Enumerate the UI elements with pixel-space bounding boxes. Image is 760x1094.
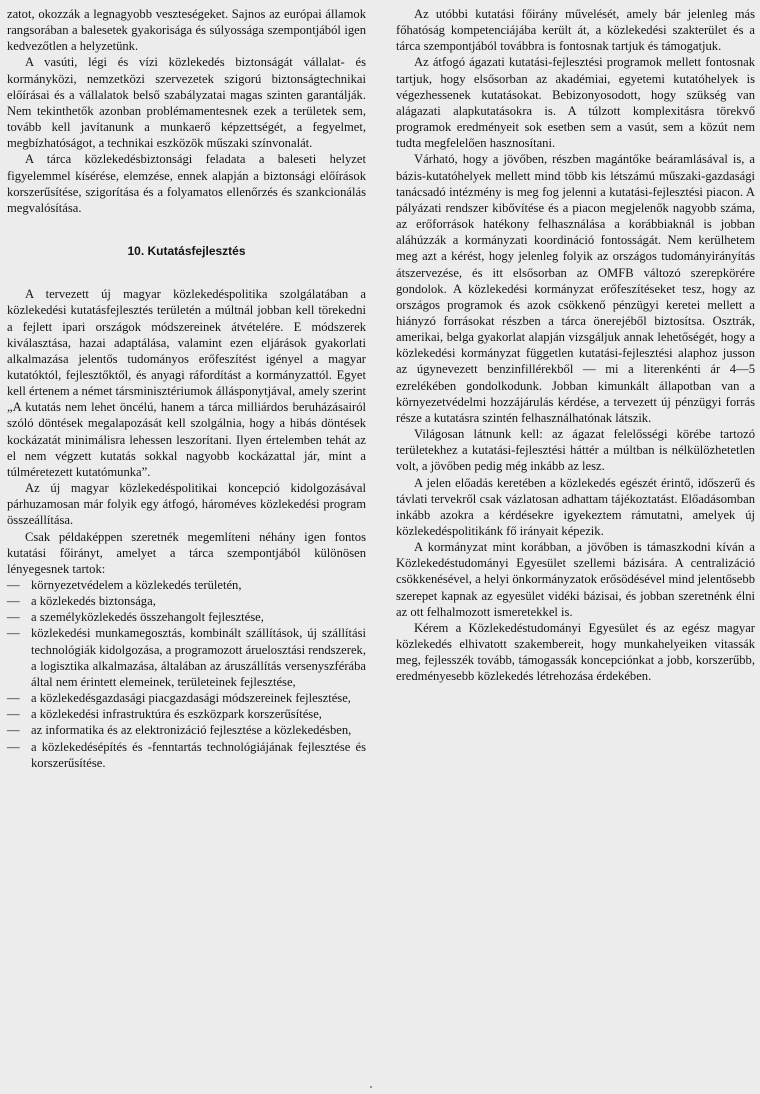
paragraph: A tárca közlekedésbiztonsági feladata a baleseti helyzet figyelemmel kísérése, elemzése, ennek alapján a biztonsági előírások korszerűsítése, szigorítása és a folyamatos ellenőrzés és szankcionálás megvalósítása.	[7, 152, 366, 215]
paragraph: Kérem a Közlekedéstudományi Egyesület és az egész magyar közlekedés elhivatott szakembereit, hogy munkahelyeiken vitassák meg, fejlesszék tovább, támogassák koncepciónkat a jobb, korszerűbb, eredményesebb közlekedés létrehozása érdekében.	[396, 620, 755, 684]
paragraph: Az átfogó ágazati kutatási-fejlesztési programok mellett fontosnak tartjuk, hogy elsősorban az akadémiai, egyetemi kutatóhelyek is végezhessenek kutatásokat. Bebizonyosodott, hogy szükség van alágazati alapkutatásokra is. A túlzott komplexitásra törekvő programok eredményeit sok esetben sem a vasút, sem a közút nem tudta megfelelően hasznosítani.	[396, 55, 755, 151]
dash-marker: —	[7, 594, 20, 609]
list-item	[7, 593, 366, 609]
left-column	[7, 6, 366, 771]
paragraph: Várható, hogy a jövőben, részben magántőke beáramlásával is, a bázis-kutatóhelyek mellett mind több kis létszámú műszaki-gazdasági tanácsadó intézmény is meg fog jelenni a kutatási-fejlesztési piacon. A pályázati rendszer kibővítése és a piacon megjelenők nagyobb száma, az erőforrások hatékony felhasználása a korábbiaknál is jobban aláhúzzák a kormányzati koordináció fontosságát. Nem kerülhetem meg azt a kérést, hogy jelenleg folyik az országos tudományirányítás átszervezése, és itt elsősorban az OMFB változó szerepkörére gondolok. A közlekedési kormányzat erőfeszítéseket tesz, hogy az országos programok és azok csökkenő pénzügyi keretei mellett a hiányzó forrásokat részben a tárca önerejéből biztosítsa. Osztrák, amerikai, belga gyakorlat alapján vizsgáljuk annak lehetőségét, hogy a közlekedési kormányzat független kutatási-fejlesztési alaphoz jusson az úgynevezett benzinfillérekből — mi a literenkénti ár 4—5 ezrelékében gondolkodunk. Jobban kimunkált állapotban van a környezetvédelmi hozzájárulás kérdése, a tervezett új pénzügyi forrás része a kutatásra szintén felhasználhatónak látszik.	[396, 152, 755, 425]
dash-marker: —	[7, 723, 20, 738]
list-item-text: a közlekedés biztonsága,	[31, 594, 156, 609]
paragraph: A kormányzat mint korábban, a jövőben is támaszkodni kíván a Közlekedéstudományi Egyesület szellemi bázisára. A centralizáció csökkenésével, a helyi önkormányzatok erősödésével mind jelentősebb szerepet kapnak az egyesület vidéki bázisai, és jobban szeretnénk élni az ott felhalmozott ismeretekkel is.	[396, 540, 755, 619]
list-item	[7, 706, 366, 722]
list-item-text: a közlekedési infrastruktúra és eszközpark korszerűsítése,	[31, 707, 322, 722]
scan-speck	[370, 1086, 372, 1088]
dash-marker: —	[7, 707, 20, 722]
paragraph: Csak példaképpen szeretnék megemlíteni néhány igen fontos kutatási főirányt, amelyet a tárca szempontjából különösen lényegesnek tartok:	[7, 529, 366, 576]
paragraph: zatot, okozzák a legnagyobb veszteségeket. Sajnos az európai államok rangsorában a balesetek gyakorisága és súlyossága szempontjából igen kedvezőtlen a helyzetünk.	[7, 7, 366, 54]
list-item	[7, 722, 366, 738]
dash-marker: —	[7, 739, 20, 754]
paragraph: A vasúti, légi és vízi közlekedés biztonságát vállalat- és kormányközi, nemzetközi szervezetek szigorú biztonságtechnikai előírásai és a vállalatok belső szabályzatai magas szinten garantálják. Nem tekinthetők azonban problémamentesnek ezek a területek sem, tovább kell javítanunk a munkaerő képzettségét, a fegyelmet, megbízhatóságot, a technikai eszközök műszaki színvonalát.	[7, 55, 366, 151]
list-item-text: közlekedési munkamegosztás, kombinált szállítások, új szállítási technológiák kidolgozása, a programozott áruelosztási rendszerek, a logisztika alkalmazása, általában az áruszállítás versenyszférába által nem érintett elemeinek, területeinek fejlesztése,	[31, 626, 366, 689]
list-item-text: a közlekedésgazdasági piacgazdasági módszereinek fejlesztése,	[31, 691, 351, 706]
dash-marker: —	[7, 610, 20, 625]
list-item	[7, 739, 366, 771]
list-item	[7, 625, 366, 690]
paragraph: Az utóbbi kutatási főirány művelését, amely bár jelenleg más főhatóság kompetenciájába került át, a közlekedési szakterület és a tárca szempontjából továbbra is fontosnak tartjuk és támogatjuk.	[396, 7, 755, 54]
list-item-text: az informatika és az elektronizáció fejlesztése a közlekedésben,	[31, 723, 352, 738]
right-column	[396, 6, 755, 685]
paragraph: Az új magyar közlekedéspolitikai koncepció kidolgozásával párhuzamosan már folyik egy átfogó, hároméves közlekedési program összeállítása.	[7, 481, 366, 528]
list-item-text: környezetvédelem a közlekedés területén,	[31, 578, 242, 592]
dash-marker: —	[7, 691, 20, 706]
paragraph: Világosan látnunk kell: az ágazat felelősségi körébe tartozó területekhez a kutatási-fejlesztési háttér a múltban is nélkülözhetetlen volt, a jövőben pedig még inkább az lesz.	[396, 427, 755, 474]
list-item	[7, 690, 366, 706]
list-item-text: a közlekedésépítés és -fenntartás technológiájának fejlesztése és korszerűsítése.	[31, 739, 366, 770]
list-item	[7, 577, 366, 593]
paragraph: A tervezett új magyar közlekedéspolitika szolgálatában a közlekedési kutatásfejlesztés területén a múltnál jobban kell törekedni a fejlett ipari országok módszereinek átvételére. E módszerek kiválasztása, hazai adaptálása, valamint ezen eljárások gyakorlati alkalmazása jelentős tudományos erőfeszítést igényel a magyar kutatóktól, fejlesztőktől, és anyagi ráfordítást a kormányzattól. Egyet kell értenem a német társminisztériumok állásponytjával, amely szerint „A kutatás nem lehet öncélú, hanem a tárca milliárdos beruházásairól szóló döntések megalapozását kell szolgálnia, hogy a hibás döntések kockázatát minimálisra lehessen leszorítani. Ilyen értelemben tehát az el nem végzett kutatás sokkal nagyobb kockázattal jár, mint a túlméretezett kutatómunka”.	[7, 287, 366, 479]
dash-marker: —	[7, 578, 20, 592]
list-item	[7, 609, 366, 625]
list-item-text: a személyközlekedés összehangolt fejlesztése,	[31, 610, 264, 625]
section-heading: 10. Kutatásfejlesztés	[127, 244, 246, 259]
paragraph: A jelen előadás keretében a közlekedés egészét érintő, időszerű és távlati tervekről csak vázlatosan adhattam tájékoztatást. Előadásomban inkább azokra a kérdésekre igyekeztem rámutatni, amelyek új közlekedéspolitikánk fő irányait képezik.	[396, 475, 755, 538]
research-directions-list	[7, 577, 366, 771]
dash-marker: —	[7, 626, 20, 641]
